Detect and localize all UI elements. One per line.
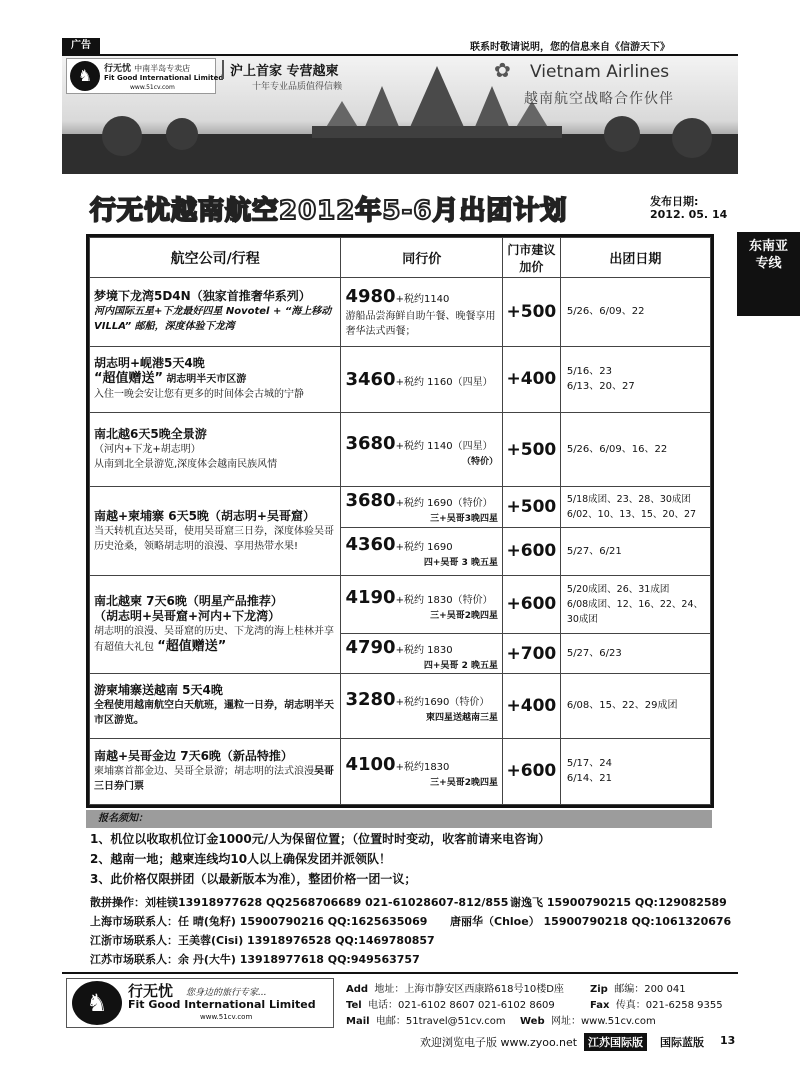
departure-dates: 5/26、6/09、16、22 [560,412,710,486]
route-title: 梦境下龙湾5D4N（独家首推奢华系列） [94,289,311,304]
price-note: 三+吴哥2晚四星 [430,778,498,789]
departure-dates: 5/20成团、26、31成团 6/08成团、12、16、22、24、30成团 [560,575,710,633]
horse-logo-icon: ♞ [72,981,122,1025]
route-highlight: “超值赠送” [94,371,164,387]
notes-heading: 报名须知： [86,810,712,828]
route-desc: 河内国际五星+下龙最好四星 Novotel + “海上移动 VILLA” 邮船，深度体验下龙湾 [94,306,332,333]
brand-name-cn: 行无忧 中南半岛专卖店 [104,64,191,74]
airline-name: Vietnam Airlines [530,62,670,82]
markup-value: +600 [502,738,560,804]
departure-dates: 5/18成团、23、28、30成团 6/02、10、13、15、20、27 [560,487,710,527]
price-tax: +税约 1690 [395,542,453,554]
footer-address: Add 地址：上海市静安区西康路618号10楼D座 [346,984,564,995]
note-item: 2、越南一地；越柬连线均10人以上确保发团并派领队！ [90,852,392,866]
contact-line: 江苏市场联系人：余 丹(大牛) 13918977618 QQ:949563757 [90,953,420,966]
departure-dates: 5/27、6/21 [560,527,710,575]
table-header-row [90,238,711,278]
footer-brand-en: Fit Good International Limited [128,998,316,1011]
col-header-dates: 出团日期 [560,238,710,278]
route-highlight: 吴哥三日券门票 [94,765,334,792]
route-title: 南越+吴哥金边 7天6晚（新品特推） [94,748,293,763]
markup-value: +500 [502,412,560,486]
table-row [90,487,711,527]
brand-url: www.51cv.com [130,84,175,91]
banner-slogan: 沪上首家 专营越柬 [222,60,339,79]
footer-mail[interactable]: Mail 电邮：51travel@51cv.com [346,1016,506,1027]
route-desc: 当天转机直达吴哥，使用吴哥窟三日券，深度体验吴哥历史沧桑，领略胡志明的浪漫、享用热带水果! [94,525,334,552]
section-name: 国际蓝版 [660,1036,704,1049]
page-title: 行无忧越南航空2012年5-6月出团计划 [90,196,568,226]
price-tax: +税约1830 [395,762,450,774]
price-tax: +税约 1140（四星） [395,440,493,452]
footer-zip: Zip 邮编：200 041 [590,984,686,995]
footer-tel: Tel 电话：021-6102 8607 021-6102 8609 [346,1000,555,1011]
price-tax: +税约 1160（四星） [395,376,493,388]
markup-value: +500 [502,278,560,346]
edition-tag: 江苏国际版 [584,1033,647,1051]
contact-line: 上海市场联系人：任 晴(兔籽) 15900790216 QQ:1625635069 [90,915,428,928]
markup-value: +400 [502,674,560,738]
banner-slogan-sub: 十年专业品质值得信赖 [252,82,343,92]
price-value: 3460 [345,368,396,390]
col-header-route: 航空公司/行程 [90,238,341,278]
price-value: 3680 [345,489,396,511]
table-row [90,738,711,804]
price-note: （特价） [461,456,498,467]
col-header-price: 同行价 [341,238,503,278]
note-item: 3、此价格仅限拼团（以最新版本为准），整团价格一团一议； [90,872,417,886]
price-value: 4190 [345,587,396,609]
table-row [90,278,711,346]
departure-dates: 6/08、15、22、29成团 [560,674,710,738]
route-desc: 全程使用越南航空白天航班，暹粒一日券，胡志明半天市区游览。 [94,700,334,727]
route-highlight-tail: 胡志明半天市区游 [166,374,247,386]
price-value: 4100 [345,754,396,776]
price-value: 4790 [345,636,396,658]
price-tax: +税约1140 [395,294,450,306]
price-tax: +税约 1690（特价） [395,497,493,509]
departure-dates: 5/27、6/23 [560,634,710,674]
price-tax: +税约 1830（特价） [395,595,493,607]
price-value: 3280 [345,688,396,710]
page-number: 13 [720,1034,736,1047]
route-desc: 柬埔寨首都金边、吴哥全景游；胡志明的法式浪漫 [94,765,314,777]
lotus-icon: ✿ [494,58,511,82]
route-subtitle: （河内+下龙+胡志明） [94,444,201,456]
route-highlight: “超值赠送” [157,639,227,654]
departure-dates: 5/17、24 6/14、21 [560,738,710,804]
route-subtitle: （胡志明+吴哥窟+河内+下龙湾） [94,609,281,623]
price-note: 游船品尝海鲜自助午餐、晚餐享用奢华法式西餐； [345,311,496,338]
section-side-tab: 东南亚专线 [737,232,800,316]
contact-extra: 谢逸飞 15900790215 QQ:129082589 [510,896,727,909]
departure-dates: 5/16、23 6/13、20、27 [560,346,710,412]
footer-url: www.51cv.com [200,1013,253,1021]
table-row [90,575,711,633]
price-note: 柬四星送越南三星 [425,712,498,723]
airline-partner: 越南航空战略合作伙伴 [524,91,674,107]
route-desc: 胡志明的浪漫、吴哥窟的历史、下龙湾的海上桂林并享有超值大礼包 [94,626,334,653]
route-title: 南北越柬 7天6晚（明星产品推荐） [94,594,283,608]
markup-value: +600 [502,527,560,575]
price-value: 3680 [345,432,396,454]
footer-divider [62,972,738,974]
publish-label: 发布日期: [650,195,699,208]
source-note: 联系时敬请说明，您的信息来自《信游天下》 [470,42,670,53]
contact-extra: 唐丽华（Chloe） 15900790218 QQ:1061320676 [450,915,732,928]
price-value: 4360 [345,534,396,556]
contact-line: 散拼操作：刘桂镁13918977628 QQ2568706689 021-61028607-812/855 [90,896,509,909]
table-row [90,346,711,412]
price-value: 4980 [345,286,396,308]
footer-slogan: 您身边的旅行专家... [186,988,267,998]
route-desc: 从南到北全景游览,深度体会越南民族风情 [94,459,278,471]
route-desc: 入住一晚会安让您有更多的时间体会古城的宁静 [94,389,304,401]
route-title: 南北越6天5晚全景游 [94,427,207,442]
price-note: 三+吴哥3晚四星 [430,513,498,524]
markup-value: +400 [502,346,560,412]
contact-line: 江浙市场联系人：王美蓉(Cisi) 13918976528 QQ:1469780857 [90,934,435,947]
footer-brand-cn: 行无忧 [128,982,174,1000]
ad-tag: 广告 [62,38,100,54]
price-tax: +税约1690（特价） [395,696,490,708]
markup-value: +500 [502,487,560,527]
note-item: 1、机位以收取机位订金1000元/人为保留位置；（位置时时变动，收客前请来电咨询） [90,832,551,846]
price-note: 三+吴哥2晚四星 [430,611,498,622]
route-title: 南越+柬埔寨 6天5晚（胡志明+吴哥窟） [94,508,315,523]
price-note: 四+吴哥 2 晚五星 [423,660,498,671]
markup-value: +700 [502,634,560,674]
route-title: 游柬埔寨送越南 5天4晚 [94,683,223,698]
markup-value: +600 [502,575,560,633]
price-note: 四+吴哥 3 晚五星 [423,558,498,569]
ebook-link[interactable]: 欢迎浏览电子版 www.zyoo.net [420,1036,578,1049]
departure-dates: 5/26、6/09、22 [560,278,710,346]
col-header-markup: 门市建议加价 [502,238,560,278]
footer-fax: Fax 传真：021-6258 9355 [590,1000,723,1011]
table-row [90,412,711,486]
tour-table [86,234,714,808]
price-tax: +税约 1830 [395,644,453,656]
route-title: 胡志明+岘港5天4晚 [94,356,205,371]
table-row [90,674,711,738]
publish-date: 2012. 05. 14 [650,208,728,221]
brand-name-en: Fit Good International Limited [104,74,224,82]
horse-logo-icon: ♞ [70,61,100,91]
footer-web[interactable]: Web 网址：www.51cv.com [520,1016,656,1027]
